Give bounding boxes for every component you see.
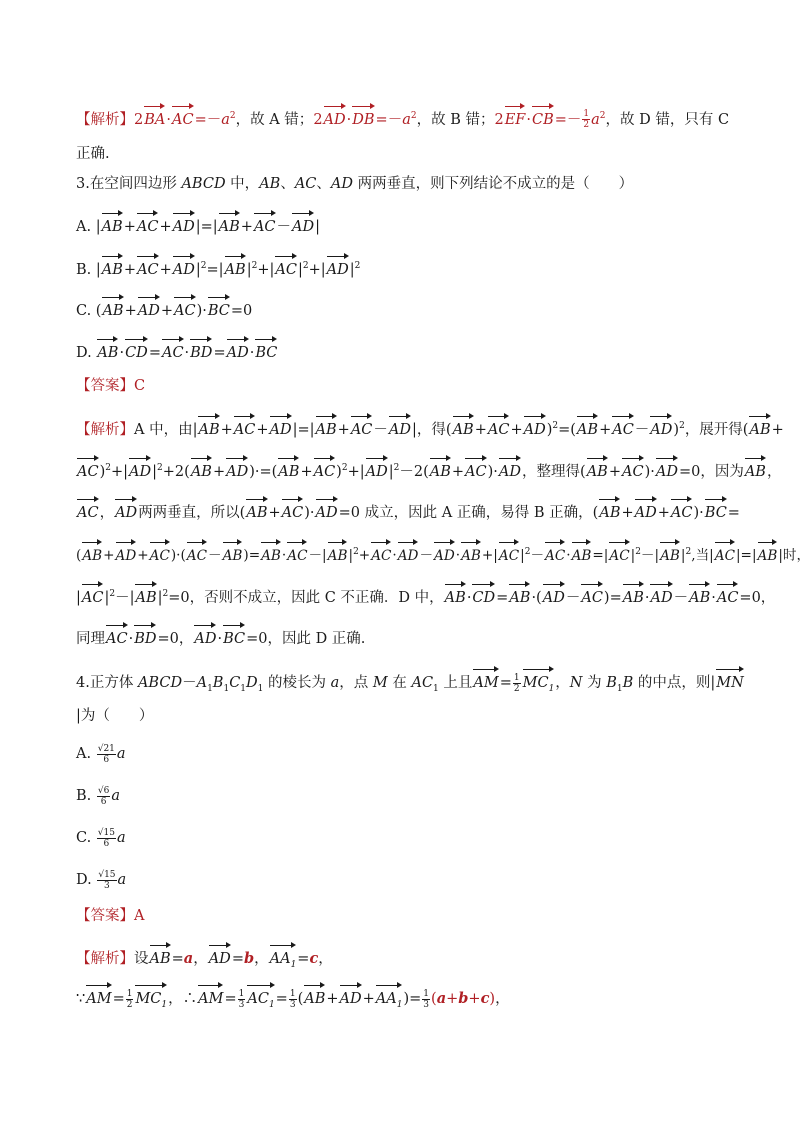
analysis-4-line-2: ∵AM= $\frac{1}{2}$ $MC_1$，∴AM= $\frac{1}{3}$ $AC_1=$ $\frac{1}{3}$ $(AB+AD+AA_1)=$ $\frac{1}{3}$ (a+b+c)， [76,984,718,1008]
question-4: 4.正方体 $ABCD-A_1B_1C_1D_1$ 的棱长为 a，点 M 在 $AC_1$ 上且AM= $\frac{1}{2}$ $MC_1$，N 为 $B_1B$ 的中点，则|MN [76,668,718,692]
analysis-3-line-2: $AC)^2+|AD|^2+2(AB+AD)\cdot=(AB+AC)^2+|AD|^2-2(AB+AC)\cdot AD$，整理得(AB+AC)·AD=0，因为AB， [76,456,718,480]
option-4a: A. $\frac{√21}{6}$ a [76,743,126,765]
answer-4: 【答案】A [76,908,145,924]
answer-4-value: A [134,908,145,924]
analysis-3-line-1: 【解析】A 中，由|AB+AC+AD|=|AB+AC－AD|，得$(AB+AC+AD)^2=(AB+AC-AD)^2$，展开得(AB+ [76,414,718,438]
analysis-3-line-5: $|AC|^2-|AB|^2=0$，否则不成立，因此 C 不正确．D 中，AB·CD=AB·(AD－AC)=AB·AD－AB·AC=0， [76,582,718,606]
option-3d: D. AB·CD=AC·BD=AD·BC [76,338,718,362]
option-4b: B. $\frac{√6}{6}$ a [76,785,120,807]
analysis-3-line-4: $(AB+AD+AC)\cdot(AC-AB)=AB\cdot AC-|AB|^2+AC\cdot AD-AD\cdot AB+|AC|^2-AC\cdot AB=|AC|^2-|AB|^2$,当|AC|=|AB|时， [76,540,718,564]
analysis-3-line-3: AC，AD两两垂直，所以(AB+AC)·AD=0 成立，因此 A 正确，易得 B 正确，(AB+AD+AC)·BC= [76,498,718,522]
analysis-4-line-1: 【解析】设AB=a，AD=b，$AA_1=c$， [76,944,718,968]
answer-label: 【答案】 [76,378,134,394]
analysis-3-line-6: 同理AC·BD=0，AD·BC=0，因此 D 正确. [76,624,718,648]
analysis-line-2: 正确. [76,146,110,162]
analysis-label: 【解析】 [76,111,134,128]
answer-3-value: C [134,378,146,394]
option-4d: D. $\frac{√15}{3}$ a [76,869,127,891]
answer-3 [76,374,718,398]
option-3a: A. |AB+AC+AD|=|AB+AC－AD| [76,212,718,236]
option-3c: C. (AB+AD+AC)·BC=0 [76,296,718,320]
option-4c: C. $\frac{√15}{6}$ a [76,827,126,849]
question-3: 3.在空间四边形 ABCD 中，AB、AC、AD 两两垂直，则下列结论不成立的是（ ） [76,176,634,192]
analysis-line-1: 【解析】$2BA\cdot AC=-a^2$，故 A 错；$2AD\cdot DB=-a^2$，故 B 错；2EF·CB=－ $\frac{1}{2}$ $a^2$，故 D 错，只有 C [76,104,718,128]
option-3b: B. $|AB+AC+AD|^2=|AB|^2+|AC|^2+|AD|^2$ [76,254,718,278]
question-4-cont: |为（ ） [76,708,154,724]
